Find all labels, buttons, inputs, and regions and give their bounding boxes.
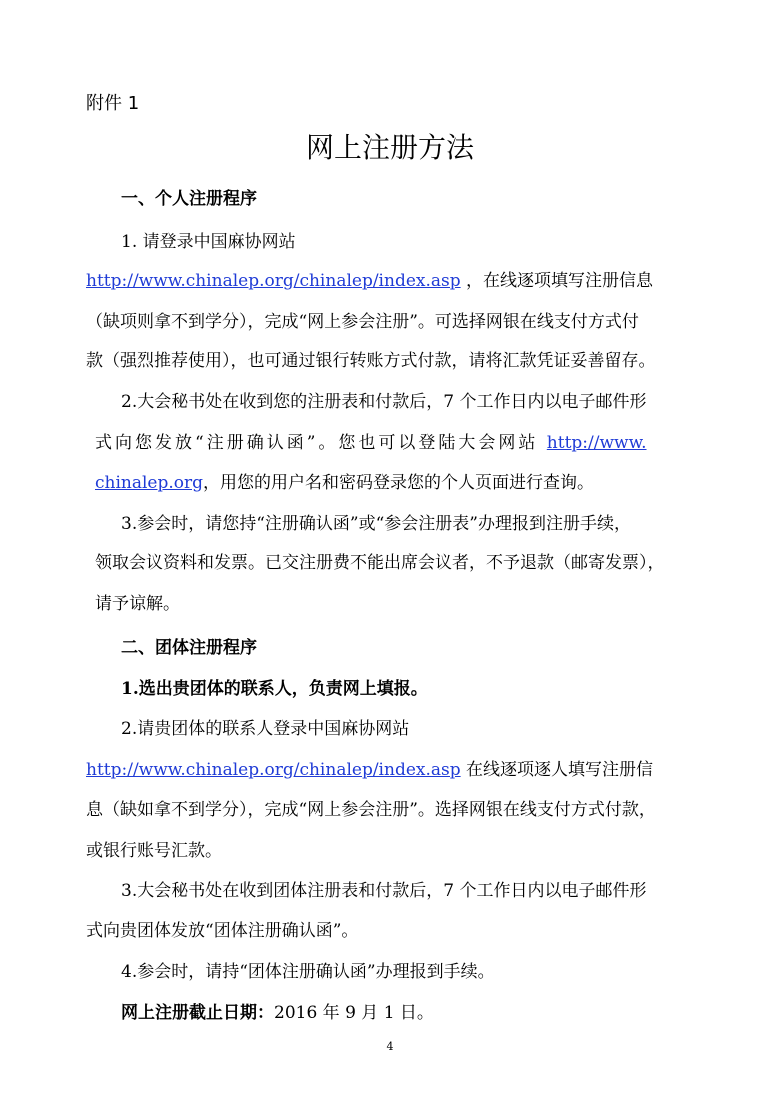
section2-item3-line1: 3.大会秘书处在收到团体注册表和付款后，7 个工作日内以电子邮件形 [121,881,647,901]
section1-item2-line2 [95,432,647,454]
section2-item2-line4: 或银行账号汇款。 [86,841,222,861]
section2-item3-line2: 式向贵团体发放“团体注册确认函”。 [86,921,359,941]
page-title: 网上注册方法 [305,131,474,164]
section1-item2-line3 [95,472,594,494]
section1-item3-line1: 3.参会时，请您持“注册确认函”或“参会注册表”办理报到注册手续， [121,514,631,534]
deadline-date: 2016 年 9 月 1 日。 [274,1003,434,1023]
section1-item1-after-url: ，在线逐项填写注册信息 [460,271,654,291]
registration-link[interactable]: http://www.chinalep.org/chinalep/index.asp [86,271,461,291]
attachment-label: 附件 1 [86,93,140,114]
section1-item1-line4: 款（强烈推荐使用），也可通过银行转账方式付款，请将汇款凭证妥善留存。 [86,351,656,371]
section1-item2-line1: 2.大会秘书处在收到您的注册表和付款后，7 个工作日内以电子邮件形 [121,392,647,412]
group-registration-link[interactable]: http://www.chinalep.org/chinalep/index.asp [86,760,461,780]
section1-item1-url-line [86,270,653,292]
section2-item2-url-line [86,759,653,781]
section1-heading: 一、个人注册程序 [121,189,257,209]
section2-item2-after-url: 在线逐项逐人填写注册信 [460,760,654,780]
section2-heading: 二、团体注册程序 [121,638,257,658]
section1-item1-intro: 1. 请登录中国麻协网站 [121,232,296,252]
section1-item2-after: ，用您的用户名和密码登录您的个人页面进行查询。 [203,473,595,493]
section2-item1: 1.选出贵团体的联系人，负责网上填报。 [121,679,428,699]
conference-site-link-part1[interactable]: http://www. [546,433,647,453]
deadline-label: 网上注册截止日期： [121,1003,274,1023]
section2-item2-line3: 息（缺如拿不到学分），完成“网上参会注册”。选择网银在线支付方式付款， [86,800,656,820]
section1-item3-line2: 领取会议资料和发票。已交注册费不能出席会议者，不予退款（邮寄发票）， [95,553,665,573]
conference-site-link-part2[interactable]: chinalep.org [95,473,204,493]
section1-item3-line3: 请予谅解。 [95,594,180,614]
section2-item4: 4.参会时，请持“团体注册确认函”办理报到手续。 [121,962,495,982]
section2-item2-intro: 2.请贵团体的联系人登录中国麻协网站 [121,719,410,739]
section1-item2-text: 式向您发放“注册确认函”。您也可以登陆大会网站 [95,433,547,453]
page-number: 4 [386,1040,394,1053]
deadline-line [121,1002,434,1024]
section1-item1-line3: （缺项则拿不到学分），完成“网上参会注册”。可选择网银在线支付方式付 [86,312,639,332]
